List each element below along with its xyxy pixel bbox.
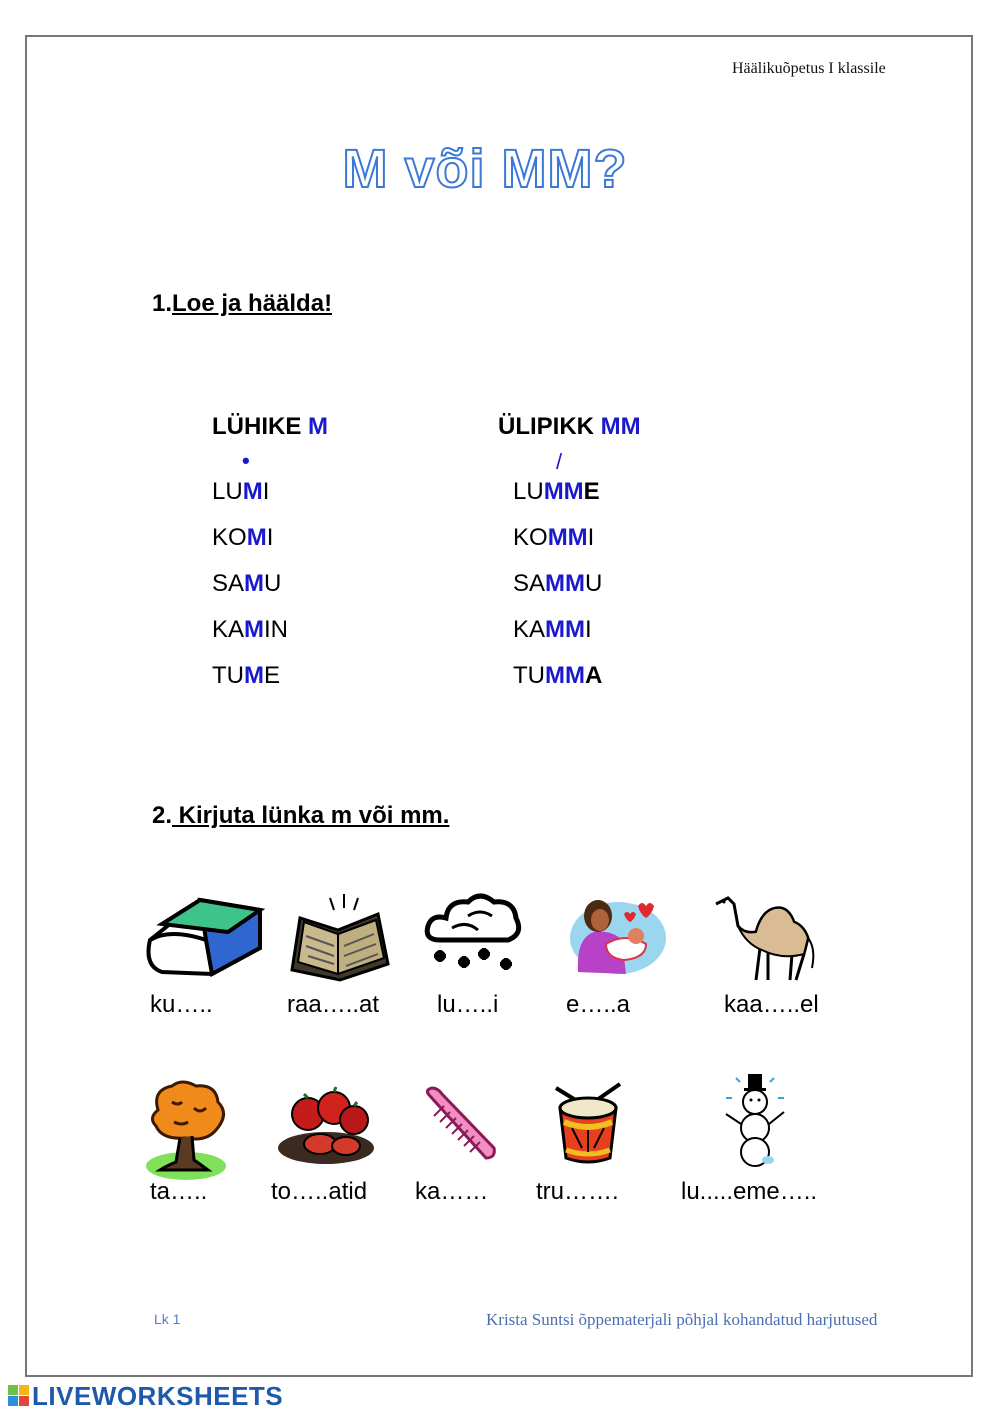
long-mark: / bbox=[556, 449, 563, 474]
short-word: KAMIN bbox=[212, 616, 289, 643]
brand[interactable] bbox=[8, 1381, 283, 1411]
tree-icon bbox=[144, 1080, 232, 1182]
fill-word[interactable]: ka…… bbox=[415, 1178, 489, 1205]
long-word: TUMMA bbox=[513, 662, 603, 689]
eraser-icon bbox=[140, 888, 265, 980]
tomatoes-icon bbox=[276, 1086, 378, 1168]
brand-name: LIVEWORKSHEETS bbox=[32, 1380, 284, 1411]
fill-word[interactable]: lu.....eme….. bbox=[681, 1178, 818, 1205]
snow-cloud-icon bbox=[422, 890, 524, 978]
book-icon bbox=[284, 892, 394, 984]
section2-title: Kirjuta lünka m või mm. bbox=[172, 802, 450, 829]
short-word: LUMI bbox=[212, 478, 270, 505]
short-word: TUME bbox=[212, 662, 281, 689]
short-word: SAMU bbox=[212, 570, 282, 597]
snowman-icon bbox=[718, 1068, 792, 1168]
page-number: Lk 1 bbox=[154, 1311, 181, 1327]
short-mark: • bbox=[242, 448, 250, 473]
short-column-heading bbox=[212, 413, 328, 441]
fill-word[interactable]: e…..a bbox=[566, 991, 631, 1018]
short-label: LÜHIKE bbox=[212, 413, 308, 440]
footer-credit: Krista Suntsi õppematerjali põhjal kohandatud harjutused bbox=[486, 1310, 878, 1329]
long-word: KOMMI bbox=[513, 524, 595, 551]
long-word: SAMMU bbox=[513, 570, 603, 597]
fill-word[interactable]: lu…..i bbox=[437, 991, 499, 1018]
page-title: M või MM? bbox=[342, 139, 628, 199]
fill-word[interactable]: kaa…..el bbox=[724, 991, 819, 1018]
drum-icon bbox=[552, 1080, 624, 1166]
fill-word[interactable]: tru……. bbox=[536, 1178, 619, 1205]
long-column-heading bbox=[498, 413, 641, 441]
long-word: LUMME bbox=[513, 478, 600, 505]
section2-number: 2. bbox=[152, 802, 173, 829]
fill-word[interactable]: raa…..at bbox=[287, 991, 380, 1018]
long-word: KAMMI bbox=[513, 616, 592, 643]
fill-word[interactable]: ta….. bbox=[150, 1178, 208, 1205]
comb-icon bbox=[420, 1086, 498, 1166]
section1-title: Loe ja häälda! bbox=[172, 290, 333, 317]
short-letter: M bbox=[308, 413, 328, 440]
liveworksheets-logo-icon bbox=[8, 1385, 30, 1407]
header-note: Häälikuõpetus I klassile bbox=[732, 60, 886, 77]
long-letter: MM bbox=[600, 413, 641, 440]
long-label: ÜLIPIKK bbox=[498, 413, 601, 440]
section1-number: 1. bbox=[152, 290, 173, 317]
mother-baby-icon bbox=[560, 892, 670, 978]
section2-heading bbox=[152, 802, 449, 830]
section1-heading bbox=[152, 290, 332, 318]
fill-word[interactable]: to…..atid bbox=[271, 1178, 368, 1205]
fill-word[interactable]: ku….. bbox=[150, 991, 213, 1018]
short-word: KOMI bbox=[212, 524, 274, 551]
camel-icon bbox=[712, 892, 822, 982]
